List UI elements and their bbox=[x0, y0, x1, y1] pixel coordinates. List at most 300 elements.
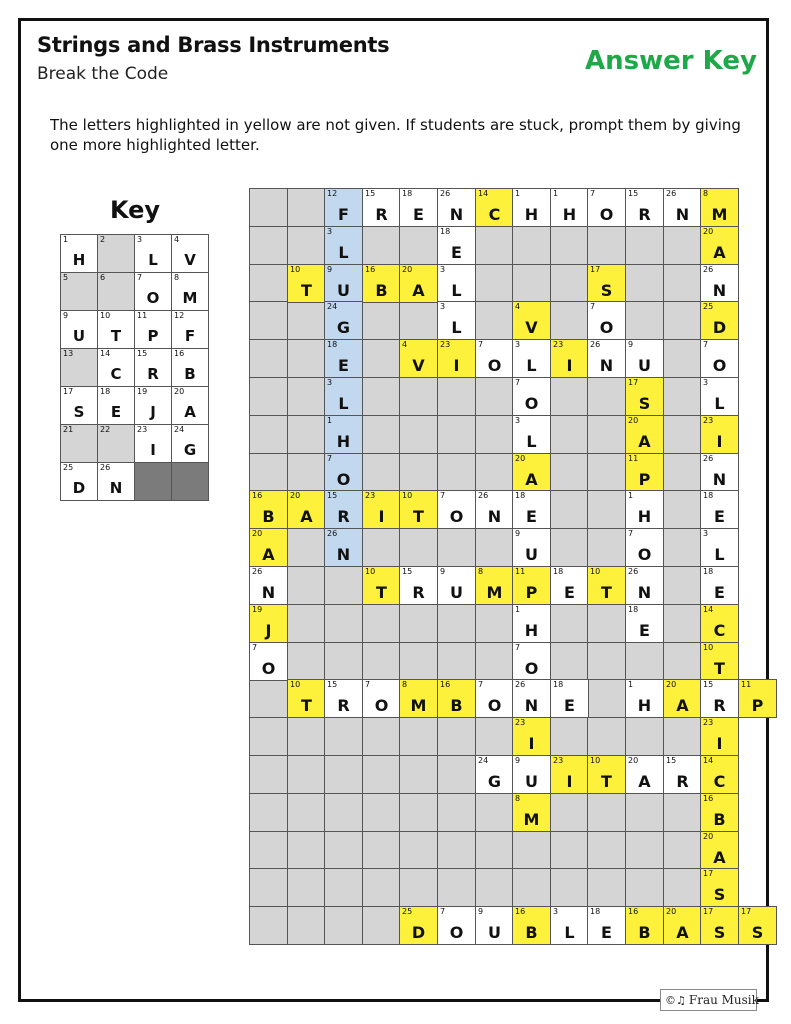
grid-blank-cell bbox=[625, 301, 664, 340]
grid-blank-cell bbox=[324, 755, 363, 794]
grid-blank-cell bbox=[437, 793, 476, 832]
grid-blank-cell bbox=[362, 717, 401, 756]
cell-letter: O bbox=[487, 696, 502, 715]
grid-letter-cell bbox=[399, 339, 438, 378]
cell-letter: E bbox=[526, 507, 537, 526]
key-cell bbox=[60, 462, 98, 501]
cell-number: 10 bbox=[290, 265, 301, 274]
cell-letter: L bbox=[714, 394, 725, 413]
cell-number: 7 bbox=[252, 643, 258, 652]
grid-blank-cell bbox=[587, 453, 626, 492]
grid-blank-cell bbox=[324, 642, 363, 681]
cell-number: 20 bbox=[666, 907, 677, 916]
grid-letter-cell bbox=[512, 679, 551, 718]
cell-letter: N bbox=[487, 507, 502, 526]
grid-blank-cell bbox=[663, 301, 702, 340]
cell-number: 4 bbox=[515, 302, 521, 311]
cell-number: 9 bbox=[515, 756, 521, 765]
grid-blank-cell bbox=[663, 490, 702, 529]
cell-number: 8 bbox=[402, 680, 408, 689]
cell-number: 18 bbox=[327, 340, 338, 349]
grid-letter-cell bbox=[249, 490, 288, 529]
grid-letter-cell bbox=[249, 566, 288, 605]
cell-number: 15 bbox=[703, 680, 714, 689]
cell-letter: C bbox=[713, 621, 726, 640]
grid-letter-cell bbox=[475, 188, 514, 227]
grid-letter-cell bbox=[700, 453, 739, 492]
grid-letter-cell bbox=[512, 755, 551, 794]
grid-letter-cell bbox=[437, 566, 476, 605]
grid-letter-cell bbox=[512, 642, 551, 681]
grid-letter-cell bbox=[700, 490, 739, 529]
cell-number: 1 bbox=[628, 491, 634, 500]
cell-letter: T bbox=[376, 583, 387, 602]
grid-blank-cell bbox=[550, 642, 589, 681]
grid-letter-cell bbox=[512, 793, 551, 832]
grid-letter-cell bbox=[324, 226, 363, 265]
cell-number: 23 bbox=[515, 718, 526, 727]
grid-letter-cell bbox=[700, 755, 739, 794]
cell-letter: L bbox=[564, 923, 575, 942]
grid-blank-cell bbox=[587, 490, 626, 529]
grid-blank-cell bbox=[512, 264, 551, 303]
grid-blank-cell bbox=[663, 604, 702, 643]
cell-letter: O bbox=[449, 923, 464, 942]
cell-number: 18 bbox=[703, 567, 714, 576]
grid-letter-cell bbox=[550, 906, 589, 945]
music-note-icon: ©♫ bbox=[665, 994, 686, 1007]
cell-number: 26 bbox=[252, 567, 263, 576]
page-subtitle: Break the Code bbox=[37, 64, 169, 84]
cell-number: 14 bbox=[703, 756, 714, 765]
grid-blank-cell bbox=[324, 604, 363, 643]
key-cell bbox=[171, 310, 209, 349]
grid-blank-cell bbox=[475, 717, 514, 756]
cell-number: 14 bbox=[100, 349, 111, 358]
cell-letter: M bbox=[182, 289, 198, 307]
grid-blank-cell bbox=[399, 528, 438, 567]
cell-number: 20 bbox=[252, 529, 263, 538]
cell-letter: E bbox=[714, 507, 725, 526]
cell-letter: O bbox=[599, 318, 614, 337]
grid-blank-cell bbox=[625, 717, 664, 756]
cell-number: 18 bbox=[553, 567, 564, 576]
cell-number: 16 bbox=[174, 349, 185, 358]
grid-blank-cell bbox=[399, 604, 438, 643]
cell-letter: H bbox=[524, 621, 539, 640]
cell-number: 23 bbox=[553, 340, 564, 349]
grid-letter-cell bbox=[324, 301, 363, 340]
grid-letter-cell bbox=[587, 188, 626, 227]
grid-blank-cell bbox=[249, 755, 288, 794]
grid-blank-cell bbox=[625, 868, 664, 907]
grid-blank-cell bbox=[550, 301, 589, 340]
grid-letter-cell bbox=[550, 188, 589, 227]
cell-letter: N bbox=[524, 696, 539, 715]
cell-number: 1 bbox=[628, 680, 634, 689]
cell-letter: E bbox=[714, 583, 725, 602]
cell-number: 18 bbox=[100, 387, 111, 396]
cell-number: 20 bbox=[666, 680, 677, 689]
grid-letter-cell bbox=[550, 339, 589, 378]
grid-letter-cell bbox=[512, 188, 551, 227]
grid-blank-cell bbox=[287, 868, 326, 907]
key-cell bbox=[134, 272, 172, 311]
cell-letter: N bbox=[336, 545, 351, 564]
cell-letter: L bbox=[451, 318, 462, 337]
cell-number: 15 bbox=[402, 567, 413, 576]
grid-letter-cell bbox=[738, 679, 777, 718]
grid-letter-cell bbox=[362, 264, 401, 303]
grid-blank-cell bbox=[663, 453, 702, 492]
cell-letter: E bbox=[564, 696, 575, 715]
cell-number: 10 bbox=[703, 643, 714, 652]
cell-number: 26 bbox=[703, 454, 714, 463]
cell-letter: A bbox=[184, 403, 196, 421]
grid-blank-cell bbox=[587, 604, 626, 643]
cell-number: 20 bbox=[703, 832, 714, 841]
grid-blank-cell bbox=[437, 528, 476, 567]
grid-blank-cell bbox=[287, 566, 326, 605]
cell-letter: O bbox=[487, 356, 502, 375]
grid-letter-cell bbox=[700, 831, 739, 870]
grid-letter-cell bbox=[512, 566, 551, 605]
cell-number: 16 bbox=[440, 680, 451, 689]
cell-number: 17 bbox=[703, 869, 714, 878]
cell-letter: B bbox=[525, 923, 538, 942]
grid-blank-cell bbox=[399, 868, 438, 907]
grid-letter-cell bbox=[324, 453, 363, 492]
grid-letter-cell bbox=[324, 415, 363, 454]
cell-number: 8 bbox=[174, 273, 180, 282]
grid-blank-cell bbox=[287, 642, 326, 681]
grid-letter-cell bbox=[625, 188, 664, 227]
grid-letter-cell bbox=[625, 679, 664, 718]
grid-blank-cell bbox=[399, 717, 438, 756]
key-cell bbox=[97, 234, 135, 273]
cell-number: 16 bbox=[628, 907, 639, 916]
grid-letter-cell bbox=[324, 528, 363, 567]
grid-letter-cell bbox=[625, 339, 664, 378]
grid-blank-cell bbox=[512, 831, 551, 870]
grid-letter-cell bbox=[700, 415, 739, 454]
cell-number: 11 bbox=[137, 311, 148, 320]
logo-text: Frau Musik bbox=[688, 993, 759, 1007]
cell-number: 25 bbox=[703, 302, 714, 311]
cell-number: 1 bbox=[63, 235, 69, 244]
grid-letter-cell bbox=[399, 679, 438, 718]
grid-letter-cell bbox=[512, 301, 551, 340]
cell-number: 7 bbox=[590, 302, 596, 311]
cell-letter: S bbox=[73, 403, 85, 421]
grid-blank-cell bbox=[625, 264, 664, 303]
grid-blank-cell bbox=[475, 377, 514, 416]
grid-letter-cell bbox=[700, 642, 739, 681]
grid-blank-cell bbox=[550, 604, 589, 643]
cell-number: 26 bbox=[666, 189, 677, 198]
cell-letter: A bbox=[412, 281, 425, 300]
cell-letter: S bbox=[600, 281, 613, 300]
grid-blank-cell bbox=[475, 415, 514, 454]
cell-letter: T bbox=[714, 659, 725, 678]
grid-letter-cell bbox=[625, 377, 664, 416]
grid-blank-cell bbox=[663, 717, 702, 756]
cell-number: 10 bbox=[365, 567, 376, 576]
grid-blank-cell bbox=[587, 226, 626, 265]
cell-number: 23 bbox=[440, 340, 451, 349]
key-cell bbox=[97, 310, 135, 349]
grid-blank-cell bbox=[362, 453, 401, 492]
grid-blank-cell bbox=[550, 377, 589, 416]
grid-blank-cell bbox=[362, 528, 401, 567]
cell-letter: T bbox=[301, 281, 312, 300]
cell-number: 20 bbox=[703, 227, 714, 236]
grid-letter-cell bbox=[700, 301, 739, 340]
cell-letter: J bbox=[150, 403, 156, 421]
grid-letter-cell bbox=[700, 679, 739, 718]
cell-letter: U bbox=[337, 281, 350, 300]
cell-letter: B bbox=[450, 696, 463, 715]
grid-blank-cell bbox=[663, 339, 702, 378]
grid-letter-cell bbox=[587, 264, 626, 303]
cell-letter: A bbox=[676, 696, 689, 715]
cell-number: 23 bbox=[703, 718, 714, 727]
cell-letter: H bbox=[524, 205, 539, 224]
key-cell bbox=[134, 234, 172, 273]
grid-blank-cell bbox=[587, 415, 626, 454]
cell-letter: S bbox=[638, 394, 651, 413]
grid-blank-cell bbox=[324, 717, 363, 756]
cell-letter: D bbox=[411, 923, 426, 942]
cell-number: 7 bbox=[515, 643, 521, 652]
grid-blank-cell bbox=[587, 868, 626, 907]
cell-number: 18 bbox=[515, 491, 526, 500]
cell-letter: P bbox=[147, 327, 159, 345]
grid-letter-cell bbox=[475, 490, 514, 529]
cell-number: 26 bbox=[590, 340, 601, 349]
cell-letter: E bbox=[639, 621, 650, 640]
grid-blank-cell bbox=[437, 415, 476, 454]
grid-blank-cell bbox=[625, 793, 664, 832]
grid-letter-cell bbox=[700, 528, 739, 567]
cell-letter: B bbox=[262, 507, 275, 526]
cell-number: 3 bbox=[440, 302, 446, 311]
grid-letter-cell bbox=[550, 679, 589, 718]
cell-number: 15 bbox=[327, 491, 338, 500]
cell-letter: J bbox=[265, 621, 272, 640]
cell-number: 1 bbox=[553, 189, 559, 198]
cell-letter: B bbox=[638, 923, 651, 942]
grid-letter-cell bbox=[512, 453, 551, 492]
key-cell bbox=[97, 272, 135, 311]
cell-number: 9 bbox=[63, 311, 69, 320]
answer-key-label: Answer Key bbox=[585, 46, 757, 76]
grid-letter-cell bbox=[399, 566, 438, 605]
cell-number: 8 bbox=[703, 189, 709, 198]
key-cell bbox=[97, 386, 135, 425]
grid-blank-cell bbox=[362, 868, 401, 907]
cell-letter: E bbox=[338, 356, 349, 375]
grid-blank-cell bbox=[362, 377, 401, 416]
cell-number: 9 bbox=[327, 265, 333, 274]
cell-letter: P bbox=[525, 583, 538, 602]
cell-number: 13 bbox=[63, 349, 74, 358]
grid-letter-cell bbox=[399, 906, 438, 945]
cell-letter: L bbox=[714, 545, 725, 564]
grid-blank-cell bbox=[625, 831, 664, 870]
cell-letter: A bbox=[300, 507, 313, 526]
cell-letter: U bbox=[525, 545, 538, 564]
cell-number: 7 bbox=[515, 378, 521, 387]
grid-blank-cell bbox=[663, 868, 702, 907]
cell-letter: V bbox=[184, 251, 196, 269]
cell-letter: T bbox=[110, 327, 122, 345]
grid-letter-cell bbox=[324, 679, 363, 718]
grid-letter-cell bbox=[625, 415, 664, 454]
grid-letter-cell bbox=[437, 679, 476, 718]
grid-letter-cell bbox=[437, 301, 476, 340]
grid-letter-cell bbox=[475, 339, 514, 378]
grid-blank-cell bbox=[249, 415, 288, 454]
cell-number: 7 bbox=[703, 340, 709, 349]
grid-blank-cell bbox=[287, 339, 326, 378]
grid-letter-cell bbox=[738, 906, 777, 945]
cell-number: 7 bbox=[440, 907, 446, 916]
cell-letter: L bbox=[338, 243, 349, 262]
grid-blank-cell bbox=[362, 793, 401, 832]
cell-letter: T bbox=[301, 696, 312, 715]
grid-letter-cell bbox=[625, 490, 664, 529]
grid-blank-cell bbox=[249, 226, 288, 265]
cell-letter: A bbox=[676, 923, 689, 942]
cell-letter: P bbox=[751, 696, 764, 715]
grid-blank-cell bbox=[362, 339, 401, 378]
cell-letter: F bbox=[338, 205, 349, 224]
cell-letter: N bbox=[712, 281, 727, 300]
cell-letter: C bbox=[110, 365, 122, 383]
cell-number: 5 bbox=[63, 273, 69, 282]
grid-letter-cell bbox=[437, 188, 476, 227]
cell-letter: U bbox=[525, 772, 538, 791]
grid-letter-cell bbox=[512, 717, 551, 756]
cell-number: 14 bbox=[478, 189, 489, 198]
cell-number: 7 bbox=[478, 680, 484, 689]
grid-letter-cell bbox=[512, 377, 551, 416]
cell-number: 9 bbox=[478, 907, 484, 916]
grid-blank-cell bbox=[287, 528, 326, 567]
grid-blank-cell bbox=[249, 793, 288, 832]
grid-letter-cell bbox=[249, 604, 288, 643]
grid-letter-cell bbox=[663, 679, 702, 718]
cell-letter: R bbox=[375, 205, 388, 224]
cell-number: 15 bbox=[628, 189, 639, 198]
grid-letter-cell bbox=[249, 642, 288, 681]
grid-blank-cell bbox=[550, 528, 589, 567]
cell-letter: D bbox=[712, 318, 727, 337]
cell-number: 7 bbox=[590, 189, 596, 198]
grid-blank-cell bbox=[287, 453, 326, 492]
cell-number: 18 bbox=[628, 605, 639, 614]
cell-letter: A bbox=[525, 470, 538, 489]
cell-number: 17 bbox=[703, 907, 714, 916]
grid-blank-cell bbox=[475, 604, 514, 643]
cell-number: 19 bbox=[252, 605, 263, 614]
cell-number: 25 bbox=[402, 907, 413, 916]
grid-letter-cell bbox=[362, 566, 401, 605]
cell-letter: E bbox=[601, 923, 612, 942]
grid-letter-cell bbox=[324, 339, 363, 378]
grid-blank-cell bbox=[587, 679, 626, 718]
cell-number: 20 bbox=[628, 416, 639, 425]
cell-number: 17 bbox=[628, 378, 639, 387]
cell-number: 15 bbox=[666, 756, 677, 765]
cell-number: 3 bbox=[515, 340, 521, 349]
grid-letter-cell bbox=[324, 377, 363, 416]
grid-letter-cell bbox=[663, 188, 702, 227]
grid-letter-cell bbox=[625, 528, 664, 567]
cell-number: 24 bbox=[478, 756, 489, 765]
cell-letter: M bbox=[486, 583, 503, 602]
grid-letter-cell bbox=[663, 755, 702, 794]
grid-letter-cell bbox=[437, 226, 476, 265]
grid-blank-cell bbox=[437, 717, 476, 756]
grid-letter-cell bbox=[475, 906, 514, 945]
cell-letter: L bbox=[526, 432, 537, 451]
grid-blank-cell bbox=[362, 226, 401, 265]
cell-number: 18 bbox=[402, 189, 413, 198]
grid-blank-cell bbox=[437, 755, 476, 794]
grid-blank-cell bbox=[399, 793, 438, 832]
grid-letter-cell bbox=[362, 188, 401, 227]
cell-letter: T bbox=[601, 583, 612, 602]
cell-number: 10 bbox=[590, 567, 601, 576]
cell-letter: N bbox=[599, 356, 614, 375]
cell-letter: A bbox=[638, 772, 651, 791]
cell-letter: B bbox=[184, 365, 196, 383]
cell-number: 17 bbox=[590, 265, 601, 274]
grid-blank-cell bbox=[249, 188, 288, 227]
cell-letter: O bbox=[524, 659, 539, 678]
grid-letter-cell bbox=[287, 264, 326, 303]
grid-blank-cell bbox=[663, 226, 702, 265]
cell-letter: E bbox=[564, 583, 575, 602]
cell-number: 18 bbox=[703, 491, 714, 500]
grid-letter-cell bbox=[512, 604, 551, 643]
grid-blank-cell bbox=[324, 793, 363, 832]
grid-blank-cell bbox=[399, 831, 438, 870]
cell-letter: P bbox=[638, 470, 651, 489]
grid-blank-cell bbox=[475, 453, 514, 492]
cell-number: 2 bbox=[100, 235, 106, 244]
grid-blank-cell bbox=[550, 717, 589, 756]
cell-letter: M bbox=[523, 810, 540, 829]
grid-blank-cell bbox=[663, 566, 702, 605]
cell-number: 7 bbox=[365, 680, 371, 689]
cell-letter: H bbox=[637, 696, 652, 715]
grid-blank-cell bbox=[663, 793, 702, 832]
cell-number: 8 bbox=[478, 567, 484, 576]
cell-letter: U bbox=[638, 356, 651, 375]
grid-letter-cell bbox=[362, 679, 401, 718]
cell-letter: A bbox=[713, 848, 726, 867]
grid-blank-cell bbox=[249, 301, 288, 340]
cell-letter: S bbox=[751, 923, 764, 942]
grid-blank-cell bbox=[587, 717, 626, 756]
grid-blank-cell bbox=[587, 793, 626, 832]
cell-letter: R bbox=[676, 772, 689, 791]
grid-letter-cell bbox=[587, 301, 626, 340]
grid-letter-cell bbox=[399, 188, 438, 227]
